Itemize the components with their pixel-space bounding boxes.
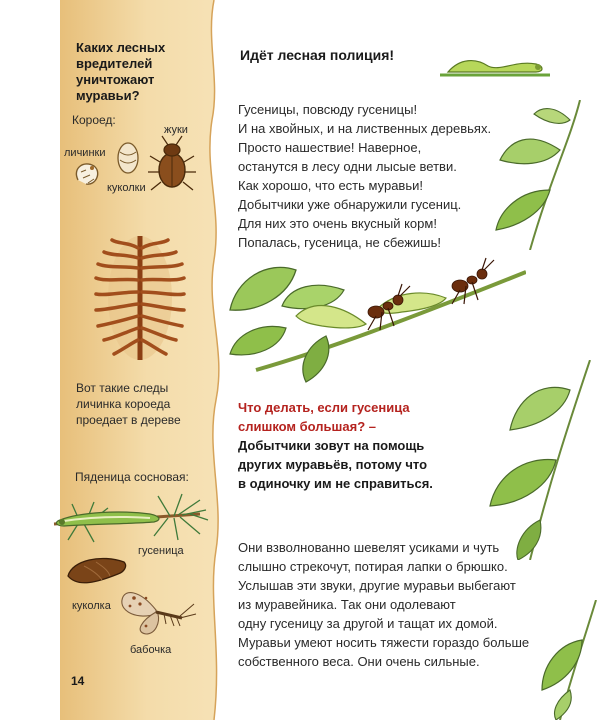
paragraph-line: из муравейника. Так они одолевают [238, 597, 456, 612]
paragraph-line: Добытчики уже обнаружили гусениц. [238, 197, 462, 212]
bark-beetle-label: Короед: [72, 113, 116, 127]
sidebar-title-line: муравьи? [76, 88, 140, 103]
pine-moth-label: Пяденица сосновая: [75, 470, 189, 484]
paragraph-line: Они взволнованно шевелят усиками и чуть [238, 540, 500, 555]
traces-caption-line: личинка короеда [76, 397, 171, 411]
question-line: слишком большая? – [238, 419, 376, 434]
paragraph-line: собственного веса. Они очень сильные. [238, 654, 480, 669]
heading-caterpillar-icon [440, 56, 550, 78]
paragraph-line: одну гусеницу за другой и тащат их домой. [238, 616, 498, 631]
butterfly-label: бабочка [130, 644, 172, 656]
beetles-label: жуки [164, 124, 188, 136]
sidebar-title [76, 40, 216, 104]
top-right-leaves-illustration [490, 100, 590, 250]
paragraph-line: слышно стрекочут, потирая лапки о брюшко. [238, 559, 508, 574]
paragraph-line: Услышав эти звуки, другие муравьи выбегают [238, 578, 516, 593]
paragraph-line: Просто нашествие! Наверное, [238, 140, 422, 155]
larva-traces-illustration [90, 228, 190, 368]
moth-illustration [120, 580, 200, 640]
bottom-right-leaves-illustration [520, 600, 600, 720]
traces-caption [76, 380, 181, 428]
question-line: Что делать, если гусеница [238, 400, 410, 415]
traces-caption-line: Вот такие следы [76, 381, 169, 395]
traces-caption-line: проедает в дереве [76, 413, 181, 427]
section-heading: Идёт лесная полиция! [240, 47, 395, 63]
paragraph-line: Гусеницы, повсюду гусеницы! [238, 102, 418, 117]
paragraph-line: Для них это очень вкусный корм! [238, 216, 437, 231]
pupae-label: куколки [107, 182, 146, 194]
paragraph-line: Как хорошо, что есть муравьи! [238, 178, 423, 193]
right-leaves-illustration [470, 360, 600, 560]
pupa-label: куколка [72, 600, 111, 612]
sidebar-title-line: вредителей [76, 56, 153, 71]
paragraph-line: Попалась, гусеница, не сбежишь! [238, 235, 441, 250]
sidebar-title-line: уничтожают [76, 72, 155, 87]
answer-line: в одиночку им не справиться. [238, 476, 433, 491]
caterpillar-label: гусеница [138, 545, 184, 557]
bark-beetle-stages-illustration [66, 128, 216, 208]
sidebar-title-line: Каких лесных [76, 40, 166, 55]
paragraph-line: Муравьи умеют носить тяжести гораздо больше [238, 635, 530, 650]
paragraph-line: останутся в лесу одни лысые ветви. [238, 159, 457, 174]
larvae-label: личинки [64, 147, 106, 159]
answer-line: других муравьёв, потому что [238, 457, 428, 472]
paragraph-line: И на хвойных, и на лиственных деревьях. [238, 121, 492, 136]
page-number: 14 [71, 674, 85, 688]
answer-line: Добытчики зовут на помощь [238, 438, 425, 453]
intro-paragraph [238, 100, 491, 252]
pine-caterpillar-illustration [50, 490, 210, 550]
closing-paragraph [238, 538, 529, 671]
question-block [238, 398, 433, 493]
